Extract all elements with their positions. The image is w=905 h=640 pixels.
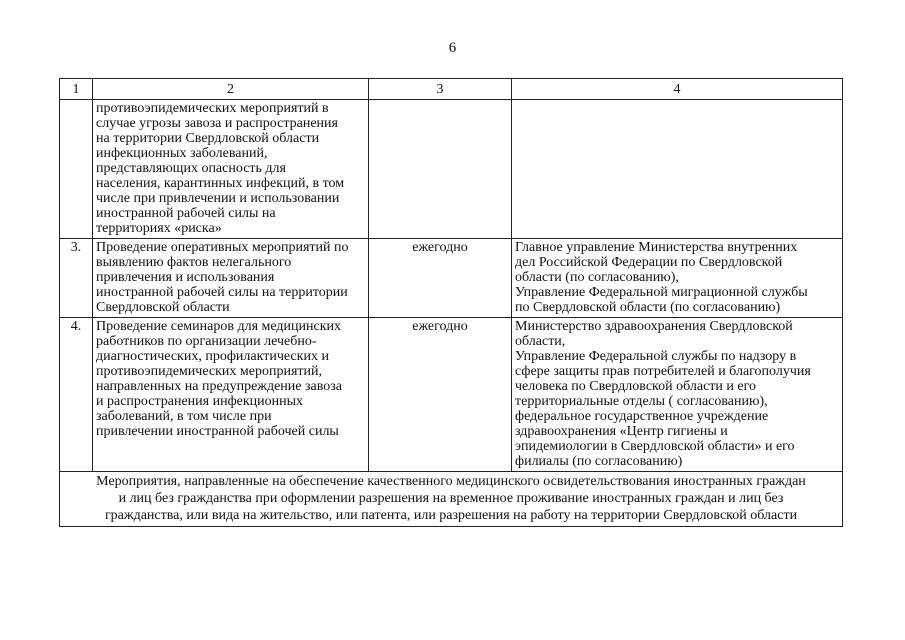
executor-cell <box>512 239 843 318</box>
table-row <box>60 100 843 239</box>
table-row <box>60 318 843 472</box>
executor-line: Главное управление Министерства внутренних <box>515 240 798 255</box>
executor-line: Управление Федеральной службы по надзору в <box>515 349 797 364</box>
column-header: 4 <box>512 79 843 100</box>
measure-line: на территории Свердловской области <box>96 131 320 146</box>
measure-line: Свердловской области <box>96 300 230 315</box>
measure-line: выявлению фактов нелегального <box>96 255 292 270</box>
measure-cell <box>93 318 369 472</box>
executor-line: дел Российской Федерации по Свердловской <box>515 255 783 270</box>
table-header-row <box>60 79 843 100</box>
executor-line: здравоохранения «Центр гигиены и <box>515 424 728 439</box>
measure-line: территориях «риска» <box>96 221 222 236</box>
measure-line: Проведение семинаров для медицинских <box>96 319 342 334</box>
executor-line: сфере защиты прав потребителей и благополучия <box>515 364 811 379</box>
executor-line: филиалы (по согласованию) <box>515 454 683 469</box>
row-number: 4. <box>60 318 93 472</box>
measure-cell <box>93 100 369 239</box>
measure-line: иностранной рабочей силы на территории <box>96 285 348 300</box>
measure-line: иностранной рабочей силы на <box>96 206 276 221</box>
executor-line: Министерство здравоохранения Свердловской <box>515 319 793 334</box>
section-heading-row <box>60 472 843 527</box>
measure-line: противоэпидемических мероприятий, <box>96 364 322 379</box>
column-header: 2 <box>93 79 369 100</box>
executor-line: эпидемиологии в Свердловской области» и его <box>515 439 795 454</box>
executor-line: по Свердловской области (по согласованию) <box>515 300 781 315</box>
measure-line: и распространения инфекционных <box>96 394 304 409</box>
measures-table <box>59 78 843 527</box>
executor-cell <box>512 318 843 472</box>
row-number <box>60 100 93 239</box>
measure-line: работников по организации лечебно- <box>96 334 317 349</box>
section-heading <box>60 472 843 527</box>
measure-line: Проведение оперативных мероприятий по <box>96 240 349 255</box>
measure-line: привлечения и использования <box>96 270 275 285</box>
column-header: 1 <box>60 79 93 100</box>
measure-line: представляющих опасность для <box>96 161 286 176</box>
period-cell <box>369 100 512 239</box>
page-number: 6 <box>448 40 457 56</box>
period-cell: ежегодно <box>369 239 512 318</box>
period-cell: ежегодно <box>369 318 512 472</box>
executor-cell <box>512 100 843 239</box>
measure-line: случае угрозы завоза и распространения <box>96 116 338 131</box>
section-heading-line: Мероприятия, направленные на обеспечение качественного медицинского освидетельствования иностранных граждан <box>96 474 806 489</box>
measure-line: привлечении иностранной рабочей силы <box>96 424 339 439</box>
executor-line: области (по согласованию), <box>515 270 679 285</box>
table-row <box>60 239 843 318</box>
measure-line: диагностических, профилактических и <box>96 349 329 364</box>
executor-line: области, <box>515 334 566 349</box>
section-heading-line: гражданства, или вида на жительство, или патента, или разрешения на работу на территории Свердловской области <box>104 508 798 523</box>
column-header: 3 <box>369 79 512 100</box>
measure-line: направленных на предупреждение завоза <box>96 379 343 394</box>
executor-line: федеральное государственное учреждение <box>515 409 769 424</box>
measure-line: инфекционных заболеваний, <box>96 146 268 161</box>
measure-line: противоэпидемических мероприятий в <box>96 101 329 116</box>
measure-line: заболеваний, в том числе при <box>96 409 272 424</box>
executor-line: Управление Федеральной миграционной службы <box>515 285 808 300</box>
executor-line: территориальные отделы ( согласованию), <box>515 394 768 409</box>
measure-cell <box>93 239 369 318</box>
section-heading-line: и лиц без гражданства при оформлении разрешения на временное проживание иностранных граждан и лиц без <box>118 491 784 506</box>
measure-line: числе при привлечении и использовании <box>96 191 340 206</box>
measure-line: населения, карантинных инфекций, в том <box>96 176 345 191</box>
executor-line: человека по Свердловской области и его <box>515 379 757 394</box>
row-number: 3. <box>60 239 93 318</box>
